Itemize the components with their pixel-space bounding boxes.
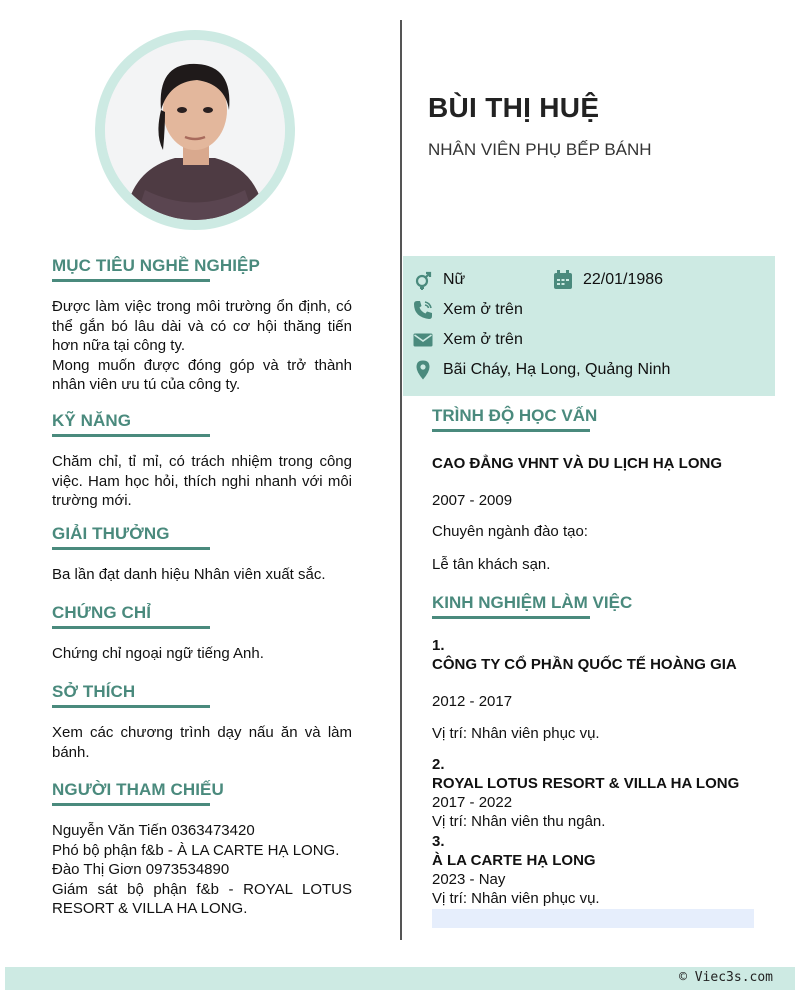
objective-title: MỤC TIÊU NGHỀ NGHIỆP [52, 256, 260, 275]
certificates-underline [52, 626, 210, 629]
footer-credit[interactable]: © Viec3s.com [679, 970, 773, 985]
footer [5, 967, 795, 990]
job-1-position: Vị trí: Nhân viên phục vụ. [432, 725, 600, 742]
education-section [432, 406, 762, 432]
reference-1-role: Phó bộ phận f&b - À LA CARTE HẠ LONG. [52, 841, 340, 859]
job-3-number: 3. [432, 833, 445, 850]
skills-section [52, 411, 352, 511]
gender-value: Nữ [443, 271, 466, 288]
hobbies-section [52, 682, 352, 762]
hobbies-title: SỞ THÍCH [52, 682, 136, 701]
objective-underline [52, 279, 210, 282]
candidate-name: BÙI THỊ HUỆ [428, 92, 600, 123]
objective-text-2: Mong muốn được đóng góp và trở thành nhân viên ưu tú của công ty. [52, 356, 352, 393]
hobbies-underline [52, 705, 210, 708]
education-underline [432, 429, 590, 432]
job-3-period: 2023 - Nay [432, 871, 506, 888]
objective-text-1: Được làm việc trong môi trường ổn định, có thể gắn bó lâu dài và có cơ hội thăng tiến hơn nữa tại công ty. [52, 298, 352, 354]
education-school: CAO ĐẲNG VHNT VÀ DU LỊCH HẠ LONG [432, 455, 722, 472]
awards-underline [52, 547, 210, 550]
email-value: Xem ở trên [443, 331, 523, 348]
birthdate-row [553, 270, 663, 290]
job-3-position: Vị trí: Nhân viên phục vụ. [432, 890, 600, 907]
column-divider [400, 20, 402, 940]
birthdate-value: 22/01/1986 [583, 271, 664, 288]
job-3-company: À LA CARTE HẠ LONG [432, 852, 596, 869]
skills-underline [52, 434, 210, 437]
job-2-number: 2. [432, 756, 445, 773]
location-pin-icon [413, 360, 433, 380]
job-title: NHÂN VIÊN PHỤ BẾP BÁNH [428, 140, 652, 159]
calendar-icon [553, 270, 573, 290]
gender-row [413, 270, 465, 290]
job-2-company: ROYAL LOTUS RESORT & VILLA HA LONG [432, 775, 740, 792]
references-underline [52, 803, 210, 806]
skills-text: Chăm chỉ, tỉ mỉ, có trách nhiệm trong công việc. Ham học hỏi, thích nghi nhanh với môi trường mới. [52, 453, 352, 509]
job-1-number: 1. [432, 637, 445, 654]
phone-row [413, 300, 523, 320]
certificates-text: Chứng chỉ ngoại ngữ tiếng Anh. [52, 645, 264, 662]
experience-underline [432, 616, 590, 619]
reference-2-role: Giám sát bộ phận f&b - ROYAL LOTUS RESORT & VILLA HA LONG. [52, 880, 352, 917]
job-1-period: 2012 - 2017 [432, 693, 513, 710]
phone-value: Xem ở trên [443, 301, 523, 318]
address-row [413, 360, 670, 380]
highlight-bar [432, 909, 754, 928]
avatar [105, 40, 285, 220]
reference-1-name: Nguyễn Văn Tiến 0363473420 [52, 822, 255, 839]
job-2-position: Vị trí: Nhân viên thu ngân. [432, 813, 606, 830]
email-row [413, 330, 523, 350]
contact-panel [403, 256, 775, 396]
awards-text: Ba lần đạt danh hiệu Nhân viên xuất sắc. [52, 566, 326, 583]
experience-title: KINH NGHIỆM LÀM VIỆC [432, 593, 633, 612]
education-period: 2007 - 2009 [432, 492, 513, 509]
certificates-section [52, 603, 352, 664]
gender-icon [413, 270, 433, 290]
address-value: Bãi Cháy, Hạ Long, Quảng Ninh [443, 361, 671, 378]
education-major-label: Chuyên ngành đào tạo: [432, 523, 588, 540]
awards-section [52, 524, 352, 585]
references-section [52, 780, 352, 919]
objective-section [52, 256, 352, 395]
references-title: NGƯỜI THAM CHIẾU [52, 780, 224, 799]
email-icon [413, 330, 433, 350]
reference-2-name: Đào Thị Giơn 0973534890 [52, 861, 230, 878]
job-1-company: CÔNG TY CỔ PHẦN QUỐC TẾ HOÀNG GIA [432, 656, 737, 673]
experience-section [432, 593, 762, 619]
education-title: TRÌNH ĐỘ HỌC VẤN [432, 406, 598, 425]
skills-title: KỸ NĂNG [52, 411, 132, 430]
phone-icon [413, 300, 433, 320]
education-major: Lễ tân khách sạn. [432, 556, 551, 573]
hobbies-text: Xem các chương trình dạy nấu ăn và làm bánh. [52, 724, 352, 761]
job-2-period: 2017 - 2022 [432, 794, 513, 811]
awards-title: GIẢI THƯỞNG [52, 524, 170, 543]
certificates-title: CHỨNG CHỈ [52, 603, 152, 622]
